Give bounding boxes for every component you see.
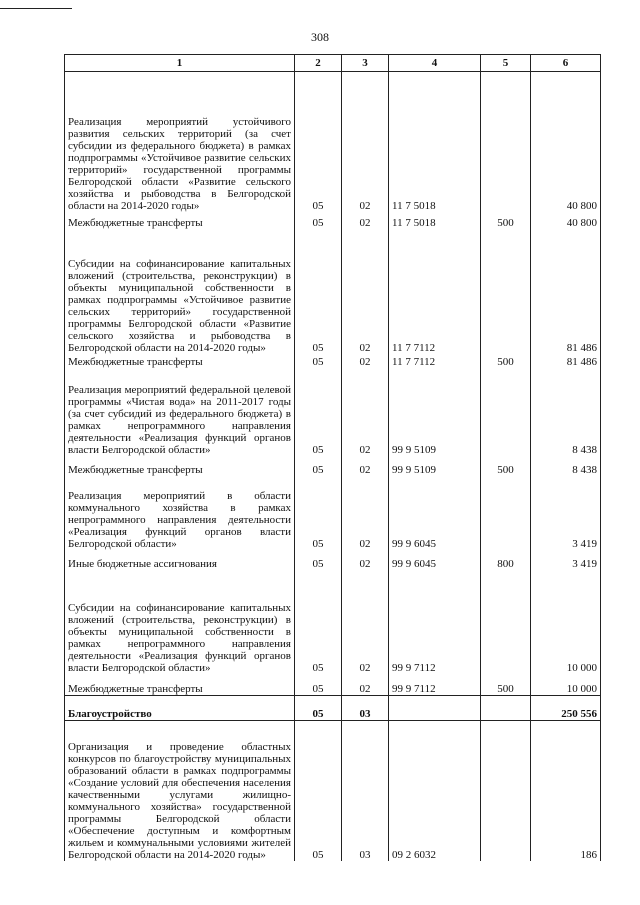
row-subsection: 03 <box>342 696 389 721</box>
row-name: Иные бюджетные ассигнования <box>65 550 295 570</box>
row-amount: 8 438 <box>531 456 601 476</box>
row-target-code: 99 9 6045 <box>389 476 481 550</box>
page-number: 308 <box>311 30 329 44</box>
row-section: 05 <box>295 72 342 212</box>
row-subsection: 02 <box>342 72 389 212</box>
row-expense-type <box>481 570 531 674</box>
row-target-code: 99 9 7112 <box>389 674 481 696</box>
row-expense-type <box>481 696 531 721</box>
row-target-code: 11 7 5018 <box>389 72 481 212</box>
table-row <box>65 229 601 354</box>
row-expense-type: 500 <box>481 354 531 368</box>
row-target-code: 11 7 5018 <box>389 212 481 229</box>
row-section: 05 <box>295 229 342 354</box>
row-name: Реализация мероприятий федеральной целевой программы «Чистая вода» на 2011-2017 годы (за счет субсидий из федерального бюджета) в рамках непрограммного направления деятельности «Реализация функций органов власти Белгородской области» <box>65 368 295 456</box>
row-expense-type: 500 <box>481 212 531 229</box>
row-amount: 40 800 <box>531 72 601 212</box>
row-expense-type <box>481 476 531 550</box>
row-amount: 3 419 <box>531 550 601 570</box>
row-section: 05 <box>295 696 342 721</box>
row-expense-type <box>481 721 531 861</box>
section-title: Благоустройство <box>65 696 295 721</box>
row-target-code: 11 7 7112 <box>389 354 481 368</box>
row-target-code: 99 9 6045 <box>389 550 481 570</box>
row-subsection: 02 <box>342 476 389 550</box>
header-col-5: 5 <box>481 55 531 72</box>
table-row <box>65 674 601 696</box>
header-col-2: 2 <box>295 55 342 72</box>
row-expense-type <box>481 368 531 456</box>
header-col-4: 4 <box>389 55 481 72</box>
header-col-3: 3 <box>342 55 389 72</box>
row-section: 05 <box>295 212 342 229</box>
table-row <box>65 72 601 212</box>
row-subsection: 02 <box>342 354 389 368</box>
row-expense-type: 500 <box>481 674 531 696</box>
row-expense-type <box>481 72 531 212</box>
row-amount: 250 556 <box>531 696 601 721</box>
row-subsection: 02 <box>342 570 389 674</box>
row-name: Организация и проведение областных конкурсов по благоустройству муниципальных образований области в рамках подпрограммы «Создание условий для обеспечения населения качественными услугами жилищно-коммунального хозяйства» государственной программы Белгородской области «Обеспечение доступным и комфортным жильем и коммунальными условиями жителей Белгородской области на 2014-2020 годы» <box>65 721 295 861</box>
row-name: Реализация мероприятий устойчивого развития сельских территорий (за счет субсидии из федерального бюджета) в рамках подпрограммы «Устойчивое развитие сельских территорий» государственной программы Белгородской области «Развитие сельского хозяйства и рыбоводства в Белгородской области на 2014-2020 годы» <box>65 72 295 212</box>
row-amount: 8 438 <box>531 368 601 456</box>
row-section: 05 <box>295 570 342 674</box>
table-row <box>65 696 601 721</box>
row-name: Межбюджетные трансферты <box>65 212 295 229</box>
row-target-code <box>389 696 481 721</box>
row-name: Межбюджетные трансферты <box>65 456 295 476</box>
row-expense-type: 500 <box>481 456 531 476</box>
table-row <box>65 212 601 229</box>
header-col-1: 1 <box>65 55 295 72</box>
row-amount: 3 419 <box>531 476 601 550</box>
row-amount: 40 800 <box>531 212 601 229</box>
table-row <box>65 476 601 550</box>
row-target-code: 11 7 7112 <box>389 229 481 354</box>
row-subsection: 02 <box>342 229 389 354</box>
row-amount: 10 000 <box>531 674 601 696</box>
table-row <box>65 570 601 674</box>
table-row <box>65 354 601 368</box>
row-subsection: 02 <box>342 212 389 229</box>
row-section: 05 <box>295 476 342 550</box>
row-section: 05 <box>295 354 342 368</box>
row-expense-type: 800 <box>481 550 531 570</box>
row-subsection: 03 <box>342 721 389 861</box>
row-target-code: 99 9 5109 <box>389 456 481 476</box>
row-expense-type <box>481 229 531 354</box>
row-amount: 81 486 <box>531 229 601 354</box>
row-name: Межбюджетные трансферты <box>65 354 295 368</box>
row-target-code: 09 2 6032 <box>389 721 481 861</box>
table-row <box>65 456 601 476</box>
row-amount: 186 <box>531 721 601 861</box>
row-amount: 81 486 <box>531 354 601 368</box>
row-name: Субсидии на софинансирование капитальных вложений (строительства, реконструкции) в объекты муниципальной собственности в рамках подпрограммы «Устойчивое развитие сельских территорий» государственной программы Белгородской области «Развитие сельского хозяйства и рыбоводства в Белгородской области на 2014-2020 годы» <box>65 229 295 354</box>
row-section: 05 <box>295 456 342 476</box>
row-section: 05 <box>295 550 342 570</box>
row-subsection: 02 <box>342 674 389 696</box>
row-subsection: 02 <box>342 550 389 570</box>
row-amount: 10 000 <box>531 570 601 674</box>
row-name: Субсидии на софинансирование капитальных вложений (строительства, реконструкции) в объекты муниципальной собственности в рамках непрограммного направления деятельности «Реализация функций органов власти Белгородской области» <box>65 570 295 674</box>
table-row <box>65 550 601 570</box>
row-section: 05 <box>295 674 342 696</box>
corner-rule <box>0 8 72 9</box>
row-name: Межбюджетные трансферты <box>65 674 295 696</box>
row-target-code: 99 9 5109 <box>389 368 481 456</box>
header-col-6: 6 <box>531 55 601 72</box>
table-row <box>65 368 601 456</box>
row-section: 05 <box>295 721 342 861</box>
budget-table <box>64 54 601 861</box>
row-subsection: 02 <box>342 456 389 476</box>
row-section: 05 <box>295 368 342 456</box>
row-name: Реализация мероприятий в области коммунального хозяйства в рамках непрограммного направления деятельности «Реализация функций органов власти Белгородской области» <box>65 476 295 550</box>
row-target-code: 99 9 7112 <box>389 570 481 674</box>
row-subsection: 02 <box>342 368 389 456</box>
table-header-row <box>65 55 601 72</box>
table-row <box>65 721 601 861</box>
